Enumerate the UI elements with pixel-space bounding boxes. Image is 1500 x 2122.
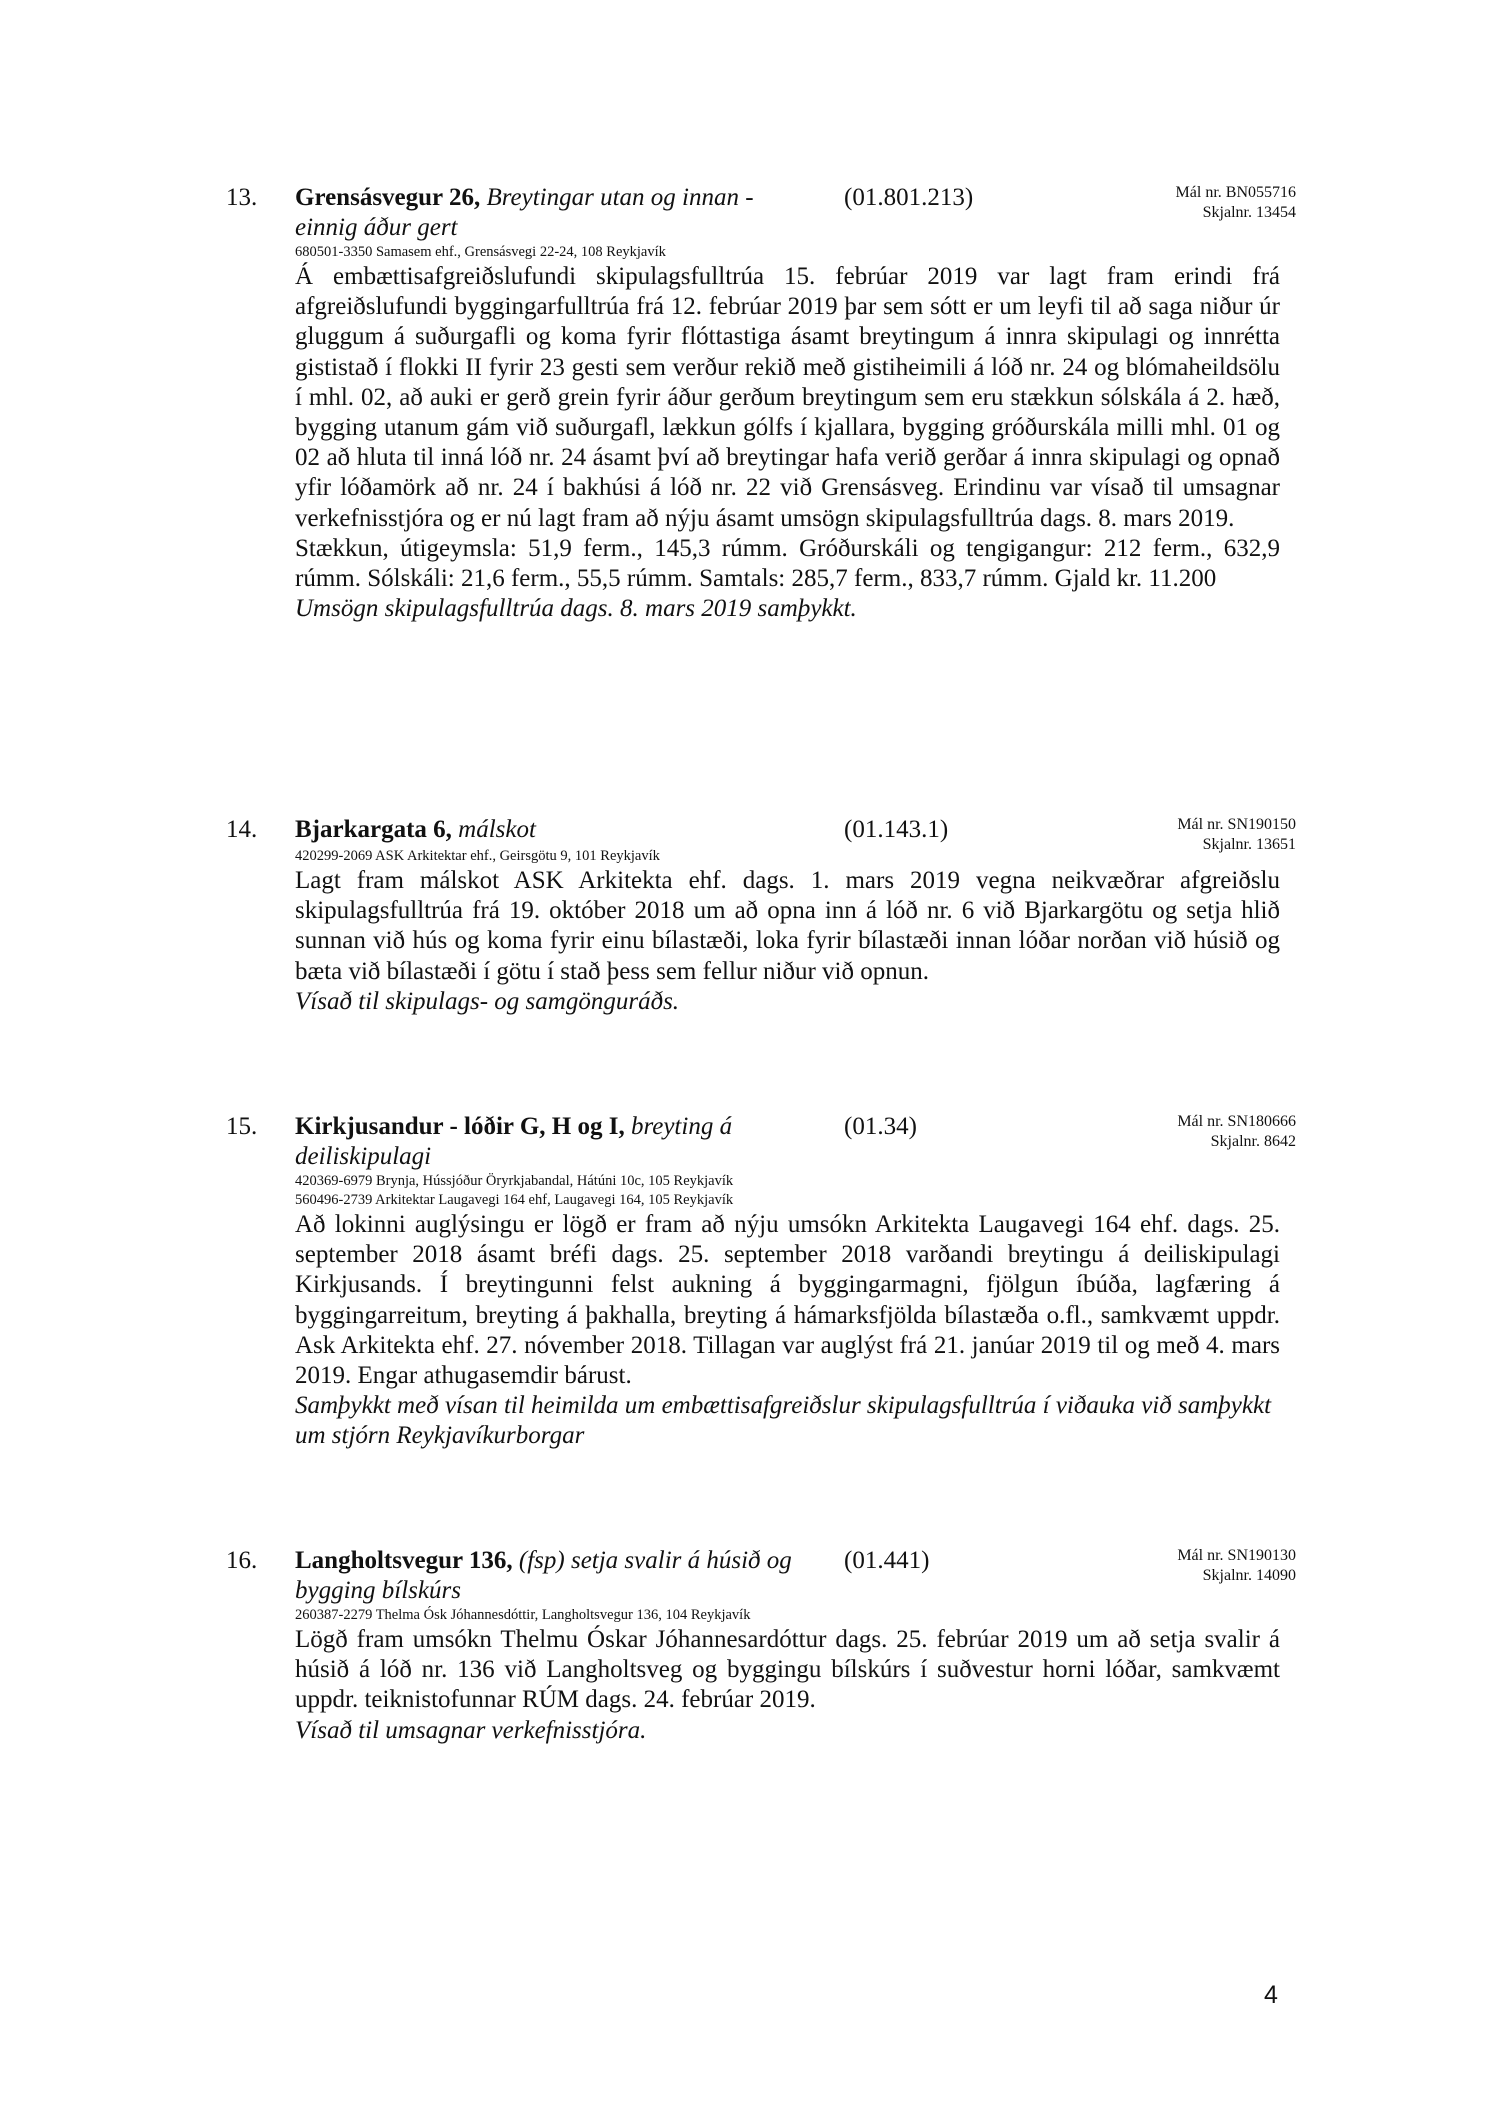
applicant-line: 420369-6979 Brynja, Hússjóður Öryrkjabandal, Hátúni 10c, 105 Reykjavík (295, 1173, 734, 1189)
case-number: Mál nr. BN055716 (1175, 184, 1296, 201)
item-title (295, 815, 815, 845)
item-land-code: (01.801.213) (844, 184, 974, 211)
item-title (295, 1546, 805, 1606)
item-decision: Vísað til skipulags- og samgönguráðs. (295, 987, 680, 1015)
agenda-item-13 (226, 183, 1296, 624)
item-title-address: Kirkjusandur - lóðir G, H og I, (295, 1113, 625, 1140)
item-decision: Umsögn skipulagsfulltrúa dags. 8. mars 2019 samþykkt. (295, 595, 857, 623)
applicant-line: 420299-2069 ASK Arkitektar ehf., Geirsgötu 9, 101 Reykjavík (295, 848, 660, 864)
item-reference (1177, 1112, 1296, 1152)
item-number: 16. (226, 1547, 258, 1574)
item-land-code: (01.34) (844, 1113, 917, 1140)
item-title-subject: Breytingar utan og innan - einnig áður gert (295, 184, 754, 241)
applicant-line: 260387-2279 Thelma Ósk Jóhannesdóttir, Langholtsvegur 136, 104 Reykjavík (295, 1607, 751, 1623)
case-number: Mál nr. SN180666 (1177, 1113, 1296, 1130)
item-number: 15. (226, 1113, 258, 1140)
item-reference (1176, 183, 1296, 223)
item-title-subject: málskot (458, 816, 536, 843)
item-body (295, 847, 1280, 1017)
item-title-address: Grensásvegur 26, (295, 184, 481, 211)
item-header (226, 1546, 1296, 1606)
document-number: Skjalnr. 14090 (1202, 1567, 1296, 1584)
item-reference (1177, 815, 1296, 855)
document-number: Skjalnr. 13454 (1202, 204, 1296, 221)
item-paragraph: Að lokinni auglýsingu er lögð er fram að nýju umsókn Arkitekta Laugavegi 164 ehf. dags. 25. september 2018 ásamt bréfi dags. 25. september 2018 varðandi breytingu á deiliskipulagi Kirkjusands. Í breytingunni felst aukning á byggingarmagni, fjölgun íbúða, lagfæring á byggingarreitum, breyting á þakhalla, breyting á hámarksfjölda bílastæða o.fl., samkvæmt uppdr. Ask Arkitekta ehf. 27. nóvember 2018. Tillagan var auglýst frá 21. janúar 2019 til og með 4. mars 2019. Engar athugasemdir bárust. (295, 1211, 1280, 1390)
item-body (295, 243, 1280, 624)
item-title (295, 183, 815, 243)
applicant-line: 560496-2739 Arkitektar Laugavegi 164 ehf, Laugavegi 164, 105 Reykjavík (295, 1192, 734, 1208)
item-title-subject: breyting á deiliskipulagi (295, 1113, 733, 1170)
item-header (226, 183, 1296, 241)
item-paragraph: Lagt fram málskot ASK Arkitekta ehf. dags. 1. mars 2019 vegna neikvæðrar afgreiðslu skipulagsfulltrúa frá 19. október 2018 um að opna inn á lóð nr. 6 við Bjarkargötu og setja hlið sunnan við hús og koma fyrir einu bílastæði, loka fyrir bílastæði innan lóðar norðan við húsið og bæta við bílastæði í götu í stað þess sem fellur niður við opnun. (295, 867, 1280, 985)
case-number: Mál nr. SN190130 (1177, 1547, 1296, 1564)
case-number: Mál nr. SN190150 (1177, 816, 1296, 833)
item-title-subject: (fsp) setja svalir á húsið og bygging bílskúrs (295, 1547, 792, 1604)
item-title-address: Bjarkargata 6, (295, 816, 452, 843)
agenda-item-15 (226, 1112, 1296, 1452)
item-decision: Samþykkt með vísan til heimilda um embættisafgreiðslur skipulagsfulltrúa í viðauka við samþykkt um stjórn Reykjavíkurborgar (295, 1392, 1272, 1450)
item-land-code: (01.143.1) (844, 816, 949, 843)
agenda-item-16 (226, 1546, 1296, 1746)
item-decision: Vísað til umsagnar verkefnisstjóra. (295, 1716, 647, 1744)
document-number: Skjalnr. 8642 (1210, 1133, 1296, 1150)
item-paragraph: Á embættisafgreiðslufundi skipulagsfulltrúa 15. febrúar 2019 var lagt fram erindi frá afgreiðslufundi byggingarfulltrúa frá 12. febrúar 2019 þar sem sótt er um leyfi til að saga niður úr gluggum á suðurgafli og koma fyrir flóttastiga ásamt breytingum á innra skipulagi og innrétta gististað í flokki II fyrir 23 gesti sem verður rekið með gistiheimili á lóð nr. 24 og blómaheildsölu í mhl. 02, að auki er gerð grein fyrir áður gerðum breytingum sem eru stækkun sólskála á 2. hæð, bygging utanum gám við suðurgafl, lækkun gólfs í kjallara, bygging gróðurskála milli mhl. 01 og 02 að hluta til inná lóð nr. 24 ásamt því að breytingar hafa verið gerðar á innra skipulagi og opnað yfir lóðamörk að nr. 24 í bakhúsi á lóð nr. 22 við Grensásveg. Erindinu var vísað til umsagnar verkefnisstjóra og er nú lagt fram að nýju ásamt umsögn skipulagsfulltrúa dags. 8. mars 2019. (295, 263, 1280, 532)
applicant-line: 680501-3350 Samasem ehf., Grensásvegi 22-24, 108 Reykjavík (295, 244, 666, 260)
item-number: 14. (226, 816, 258, 843)
item-number: 13. (226, 184, 258, 211)
item-body (295, 1606, 1280, 1746)
item-land-code: (01.441) (844, 1547, 930, 1574)
item-paragraph: Lögð fram umsókn Thelmu Óskar Jóhannesardóttur dags. 25. febrúar 2019 um að setja svalir á húsið á lóð nr. 136 við Langholtsveg og byggingu bílskúrs í suðvestur horni lóðar, samkvæmt uppdr. teiknistofunnar RÚM dags. 24. febrúar 2019. (295, 1626, 1280, 1714)
item-title (295, 1112, 805, 1172)
item-paragraph: Stækkun, útigeymsla: 51,9 ferm., 145,3 rúmm. Gróðurskáli og tengigangur: 212 ferm., 632,9 rúmm. Sólskáli: 21,6 ferm., 55,5 rúmm. Samtals: 285,7 ferm., 833,7 rúmm. Gjald kr. 11.200 (295, 534, 1280, 593)
item-title-address: Langholtsvegur 136, (295, 1547, 513, 1574)
item-reference (1177, 1546, 1296, 1586)
document-number: Skjalnr. 13651 (1202, 836, 1296, 853)
item-header (226, 815, 1296, 855)
page-number: 4 (1264, 1981, 1278, 2009)
item-body (295, 1172, 1280, 1452)
item-header (226, 1112, 1296, 1172)
agenda-item-14 (226, 815, 1296, 1017)
